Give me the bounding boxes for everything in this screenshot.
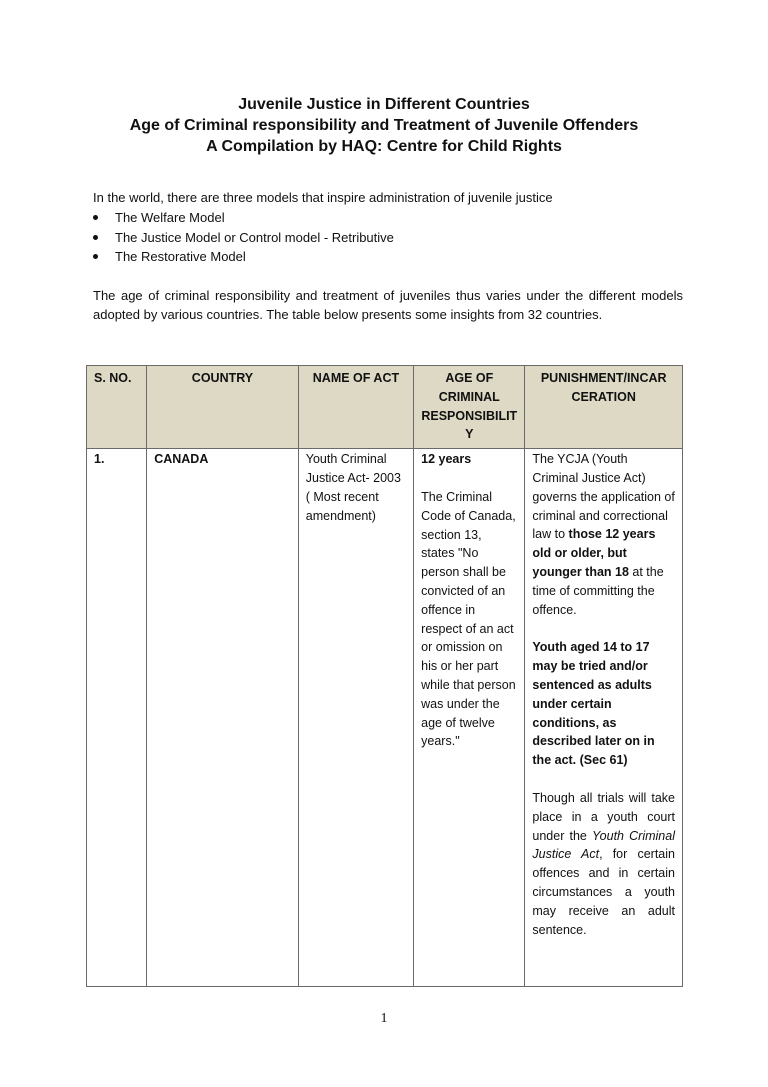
countries-table	[86, 365, 683, 987]
bullet-icon	[93, 235, 98, 240]
list-item: The Justice Model or Control model - Retributive	[93, 228, 394, 248]
header-punishment: PUNISHMENT/INCAR CERATION	[525, 366, 683, 449]
table-row	[87, 449, 683, 987]
cell-age	[414, 449, 525, 987]
document-title: Juvenile Justice in Different Countries	[238, 96, 530, 113]
page-number: 1	[380, 1011, 388, 1026]
cell-sno: 1.	[87, 449, 147, 987]
summary-paragraph: The age of criminal responsibility and treatment of juveniles thus varies under the different models adopted by various countries. The table below presents some insights from 32 countries.	[93, 288, 683, 322]
header-sno: S. NO.	[87, 366, 147, 449]
list-item: The Welfare Model	[93, 208, 394, 228]
models-list	[93, 208, 394, 267]
list-item: The Restorative Model	[93, 247, 394, 267]
age-value: 12 years	[421, 452, 472, 467]
header-act: NAME OF ACT	[298, 366, 413, 449]
bullet-icon	[93, 254, 98, 259]
cell-country: CANADA	[147, 449, 299, 987]
header-country: COUNTRY	[147, 366, 299, 449]
intro-text: In the world, there are three models that inspire administration of juvenile justice	[93, 190, 553, 205]
bullet-icon	[93, 215, 98, 220]
age-explanation: The Criminal Code of Canada, section 13, states "No person shall be convicted of an offence in respect of an act or omission on his or her part while that person was under the age of twelve years."	[421, 489, 516, 749]
header-age: AGE OF CRIMINAL RESPONSIBILIT Y	[414, 366, 525, 449]
compilation-credit: A Compilation by HAQ: Centre for Child Rights	[206, 138, 562, 155]
cell-act: Youth Criminal Justice Act- 2003 ( Most recent amendment)	[298, 449, 413, 987]
punishment-para-2: Youth aged 14 to 17 may be tried and/or sentenced as adults under certain conditions, as described later on in the act. (Sec 61)	[532, 640, 655, 768]
title-block	[0, 94, 768, 157]
table-header-row	[87, 366, 683, 449]
document-subtitle: Age of Criminal responsibility and Treatment of Juvenile Offenders	[129, 117, 639, 134]
punishment-para-3: Though all trials will take place in a youth court under the Youth Criminal Justice Act, for certain offences and in certain circumstances a youth may receive an adult sentence.	[532, 790, 675, 937]
punishment-para-1: The YCJA (Youth Criminal Justice Act) governs the application of criminal and correctional law to those 12 years old or older, but younger than 18 at the time of committing the offence.	[532, 452, 675, 617]
cell-punishment	[525, 449, 683, 987]
